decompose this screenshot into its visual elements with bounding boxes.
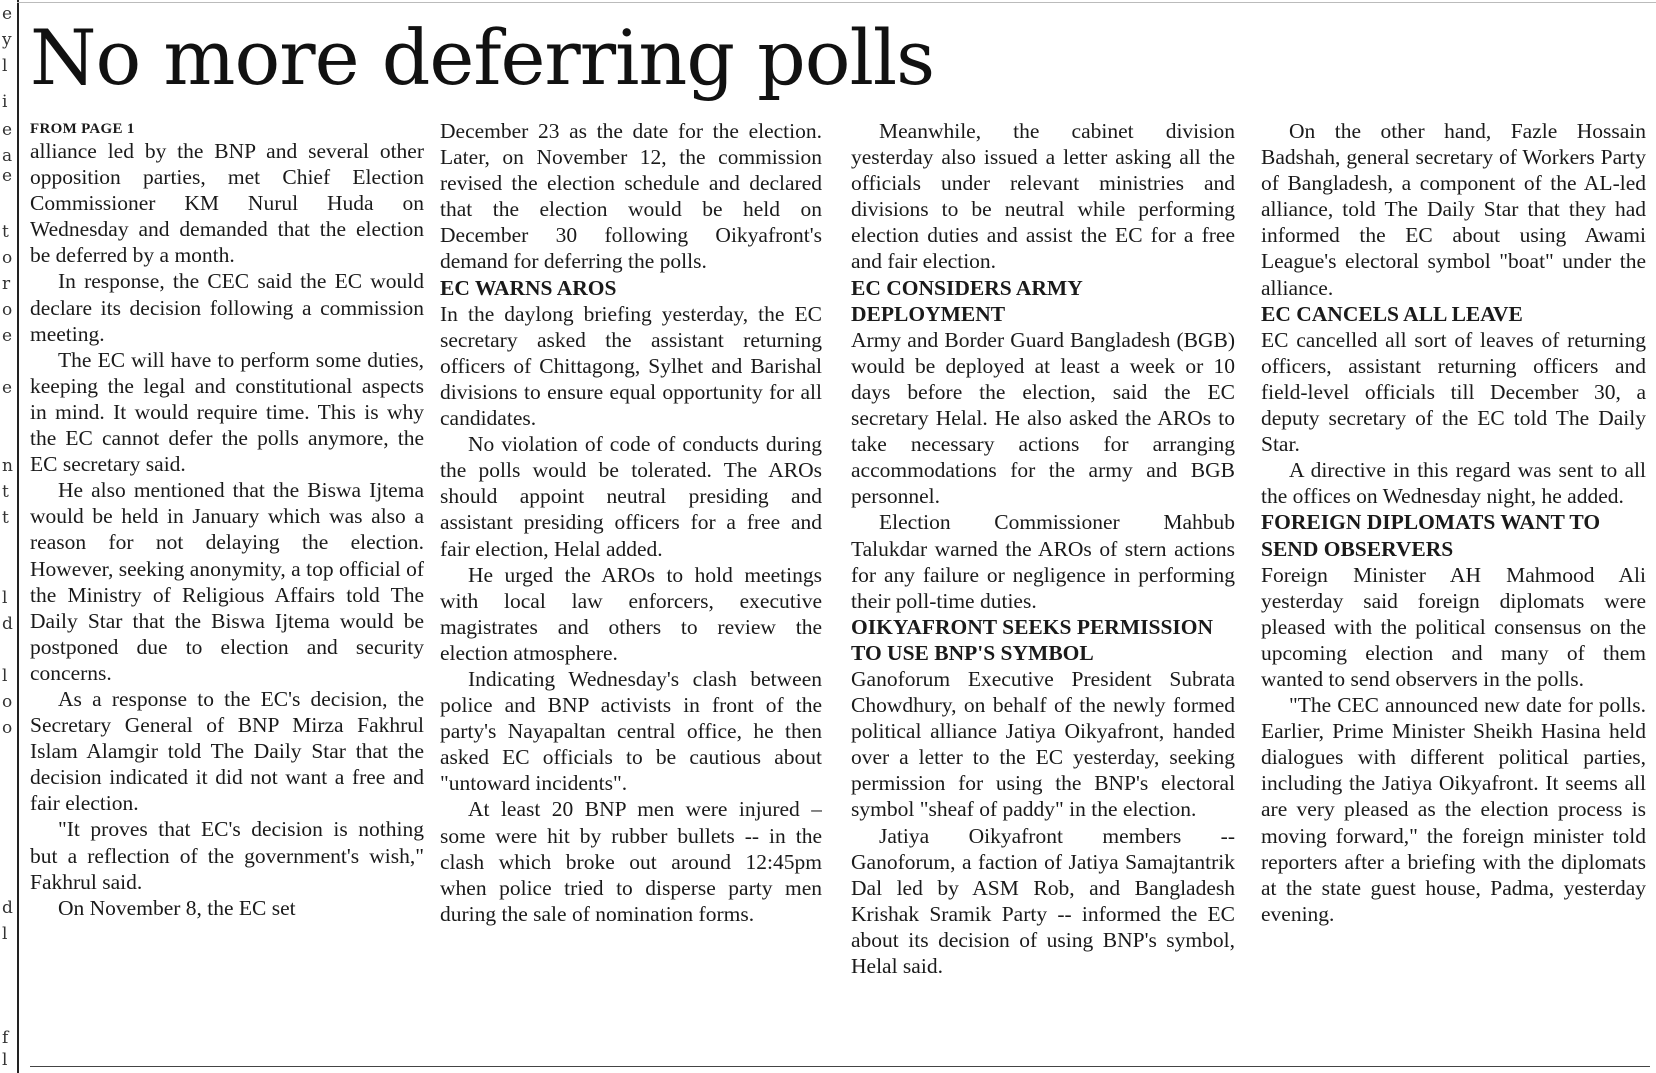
margin-fragment: o [2,248,13,268]
margin-fragment: e [2,378,13,398]
margin-fragment: l [2,56,8,76]
paragraph: EC cancelled all sort of leaves of returning officers, assistant returning officers and field-level officials till December 30, a deputy secretary of the EC told The Daily Star. [1261,327,1646,457]
paragraph: Ganoforum Executive President Subrata Chowdhury, on behalf of the newly formed political alliance Jatiya Oikyafront, handed over a letter to the EC yesterday, seeking permission for using the BNP's electoral symbol "sheaf of paddy" in the election. [851,666,1235,822]
margin-fragment: n [2,456,13,476]
paragraph: No violation of code of conducts during the polls would be tolerated. The AROs should appoint neutral presiding and assistant presiding officers for a free and fair election, Helal added. [440,432,822,561]
paragraph: In the daylong briefing yesterday, the EC secretary asked the assistant returning officers of Chittagong, Sylhet and Barishal divisions to ensure equal opportunity for all candidates. [440,301,822,431]
margin-fragment: e [2,120,13,140]
margin-fragment: o [2,718,13,738]
margin-fragment: d [2,614,13,634]
paragraph: Army and Border Guard Bangladesh (BGB) would be deployed at least a week or 10 days before the election, said the EC secretary Helal. He also asked the AROs to take necessary actions for arranging accommodations for the army and BGB personnel. [851,327,1235,509]
article-column-1 [30,118,424,1058]
subheading: OIKYAFRONT SEEKS PERMISSION TO USE BNP'S SYMBOL [851,614,1214,665]
article-column-2 [440,118,822,1058]
margin-fragment: o [2,692,13,712]
paragraph: Indicating Wednesday's clash between police and BNP activists in front of the party's Nayapaltan central office, he then asked EC officials to be cautious about "untoward incidents". [440,666,822,796]
margin-fragment: f [2,1028,9,1048]
margin-fragment: l [2,666,8,686]
paragraph: In response, the CEC said the EC would declare its decision following a commission meeting. [30,269,424,346]
margin-fragment: l [2,588,8,608]
paragraph: Foreign Minister AH Mahmood Ali yesterday said foreign diplomats were pleased with the political consensus on the upcoming election and many of them wanted to send observers in the polls. [1261,562,1646,691]
margin-fragment: o [2,300,13,320]
paragraph: Meanwhile, the cabinet division yesterday also issued a letter asking all the officials under relevant ministries and divisions to be neutral while performing election duties and assist the EC for a free and fair election. [851,119,1235,274]
article-column-4 [1261,118,1646,1058]
column-divider [17,0,19,1073]
margin-fragment: t [2,508,9,528]
margin-fragment: l [2,1050,8,1070]
paragraph: The EC will have to perform some duties, keeping the legal and constitutional aspects in mind. It would require time. This is why the EC cannot defer the polls anymore, the EC secretary said. [30,347,424,477]
paragraph: A directive in this regard was sent to all the offices on Wednesday night, he added. [1261,458,1646,509]
paragraph: On November 8, the EC set [58,895,296,920]
subheading: EC WARNS AROS [440,275,617,300]
margin-fragment: l [2,924,8,944]
subheading: EC CONSIDERS ARMY DEPLOYMENT [851,275,1082,326]
margin-fragment: y [2,30,12,50]
margin-fragment: t [2,222,9,242]
margin-fragment: r [2,274,11,294]
paragraph: He urged the AROs to hold meetings with local law enforcers, executive magistrates and others to review the election atmosphere. [440,562,822,665]
paragraph: Election Commissioner Mahbub Talukdar warned the AROs of stern actions for any failure or negligence in performing their poll-time duties. [851,510,1235,613]
paragraph: "The CEC announced new date for polls. Earlier, Prime Minister Sheikh Hasina held dialogues with different political parties, including the Jatiya Oikyafront. It seems all are very pleased as the election process is moving forward," the foreign minister told reporters after a briefing with the diplomats at the state guest house, Padma, yesterday evening. [1261,693,1646,926]
paragraph: "It proves that EC's decision is nothing but a reflection of the government's wish," Fakhrul said. [30,817,424,894]
paragraph: As a response to the EC's decision, the Secretary General of BNP Mirza Fakhrul Islam Alamgir told The Daily Star that the decision indicated it did not want a free and fair election. [30,686,424,816]
margin-fragment: t [2,482,9,502]
paragraph: alliance led by the BNP and several other opposition parties, met Chief Election Commissioner KM Nurul Huda on Wednesday and demanded that the election be deferred by a month. [30,139,424,268]
article-column-3 [851,118,1235,1058]
previous-column-fragment [0,0,14,1073]
margin-fragment: e [2,326,13,346]
headline: No more deferring polls [30,13,935,102]
margin-fragment: d [2,898,13,918]
from-page-label: FROM PAGE 1 [30,121,135,137]
subheading: EC CANCELS ALL LEAVE [1261,301,1523,326]
margin-fragment: i [2,92,8,112]
paragraph: At least 20 BNP men were injured – some were hit by rubber bullets -- in the clash which broke out around 12:45pm when police tried to disperse party men during the sale of nomination forms. [440,797,822,926]
bottom-rule [30,1066,1650,1067]
margin-fragment: e [2,4,13,24]
paragraph: Jatiya Oikyafront members -- Ganoforum, a faction of Jatiya Samajtantrik Dal led by ASM Rob, and Bangladesh Krishak Sramik Party -- informed the EC about its decision of using BNP's symbol, Helal said. [851,823,1235,978]
margin-fragment: e [2,166,13,186]
top-rule [17,2,1656,3]
paragraph: On the other hand, Fazle Hossain Badshah, general secretary of Workers Party of Bangladesh, a component of the AL-led alliance, told The Daily Star that they had informed the EC about using Awami League's electoral symbol "boat" under the alliance. [1261,119,1646,300]
subheading: FOREIGN DIPLOMATS WANT TO SEND OBSERVERS [1261,510,1601,561]
margin-fragment: a [2,146,13,166]
paragraph: He also mentioned that the Biswa Ijtema would be held in January which was also a reason for not delaying the election. However, seeking anonymity, a top official of the Ministry of Religious Affairs told The Daily Star that the Biswa Ijtema would be postponed due to election and security concerns. [30,478,424,685]
paragraph: December 23 as the date for the election. Later, on November 12, the commission revised the election schedule and declared that the election would be held on December 30 following Oikyafront's demand for deferring the polls. [440,119,822,274]
